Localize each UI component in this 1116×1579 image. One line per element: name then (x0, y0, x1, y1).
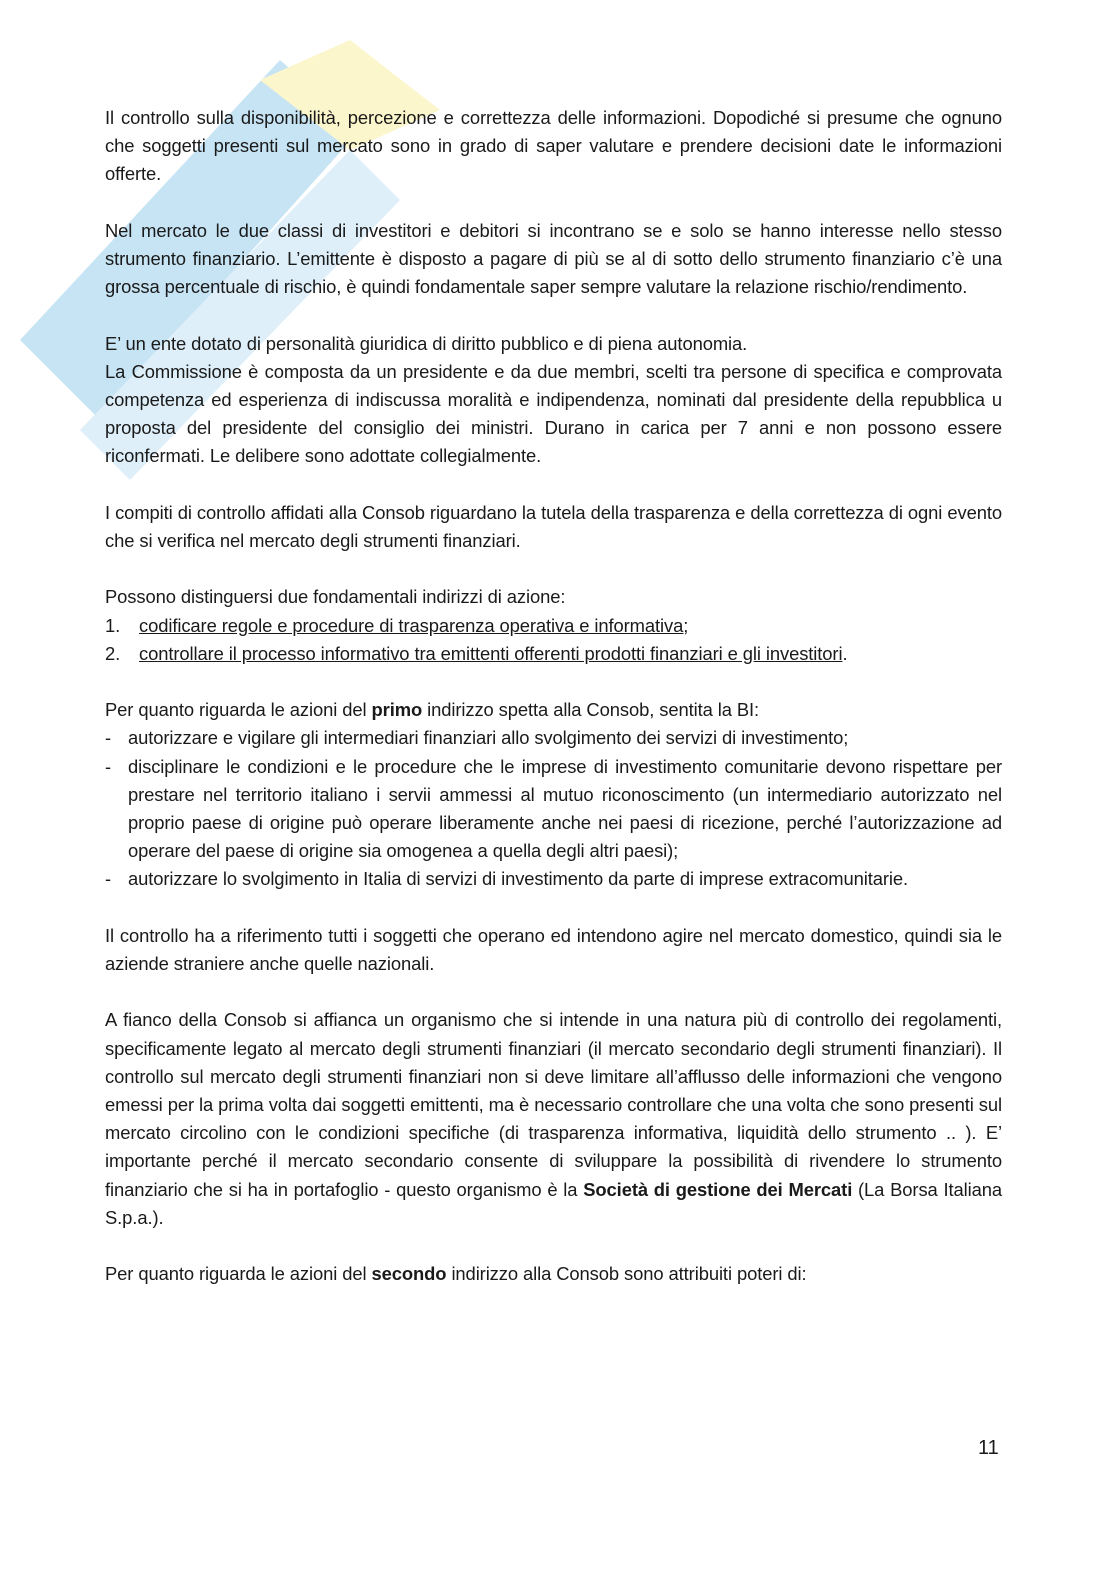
document-body (105, 104, 1002, 1317)
list-item (105, 612, 1002, 640)
list-item: - disciplinare le condizioni e le procedure che le imprese di investimento comunitarie devono rispettare per prestare nel territorio italiano i servii ammessi al mutuo riconoscimento (un intermediario autorizzato nel proprio paese di origine può operare liberamente anche nei paesi di ricezione, perché l’autorizzazione ad operare del paese di origine sia omogenea a quella degli altri paesi); (105, 753, 1002, 866)
bold-text: secondo (371, 1263, 447, 1285)
bullet-list (105, 724, 1002, 893)
text: A fianco della Consob si affianca un organismo che si intende in una natura più di controllo dei regolamenti, specificamente legato al mercato degli strumenti finanziari (il mercato secondario degli strumenti finanziari). Il controllo sul mercato degli strumenti finanziari non si deve limitare all’afflusso delle informazioni che vengono emessi per la prima volta dai soggetti emittenti, ma è necessario controllare che una volta che sono presenti sul mercato circolino con le condizioni specifiche (di trasparenza informativa, liquidità dello strumento .. ). E’ importante perché il mercato secondario consente di sviluppare la possibilità di rivendere lo strumento finanziario che si ha in portafoglio - questo organismo è la (105, 1009, 1002, 1200)
text: Per quanto riguarda le azioni del (105, 1263, 372, 1285)
numbered-list (105, 612, 1002, 668)
text: indirizzo alla Consob sono attribuiti poteri di: (446, 1263, 807, 1285)
list-number: 1. (105, 614, 121, 636)
list-text: controllare il processo informativo tra emittenti offerenti prodotti finanziari e gli investitori (139, 642, 843, 664)
list-tail: . (842, 642, 848, 664)
paragraph: E’ un ente dotato di personalità giuridica di diritto pubblico e di piena autonomia. (105, 332, 748, 354)
page-number: 11 (978, 1437, 999, 1459)
list-item: - autorizzare lo svolgimento in Italia di servizi di investimento da parte di imprese extracomunitarie. (105, 865, 1002, 893)
paragraph (105, 1260, 1002, 1288)
list-item: - autorizzare e vigilare gli intermediari finanziari allo svolgimento dei servizi di investimento; (105, 724, 1002, 752)
text: Per quanto riguarda le azioni del (105, 699, 372, 721)
text: indirizzo spetta alla Consob, sentita la BI: (422, 699, 760, 721)
paragraph: I compiti di controllo affidati alla Consob riguardano la tutela della trasparenza e della correttezza di ogni evento che si verifica nel mercato degli strumenti finanziari. (105, 501, 1002, 551)
text: (La Borsa Italiana S.p.a.). (105, 1178, 1003, 1228)
bold-text: Società di gestione dei Mercati (583, 1178, 853, 1200)
paragraph: La Commissione è composta da un presidente e da due membri, scelti tra persone di specifica e comprovata competenza ed esperienza di indiscussa moralità e indipendenza, nominati dal presidente della repubblica u proposta del presidente del consiglio dei ministri. Durano in carica per 7 anni e non possono essere riconfermati. Le delibere sono adottate collegialmente. (105, 360, 1002, 467)
list-item (105, 640, 1002, 668)
bold-text: primo (371, 699, 423, 721)
list-text: codificare regole e procedure di trasparenza operativa e informativa; (139, 614, 689, 636)
paragraph: Il controllo ha a riferimento tutti i soggetti che operano ed intendono agire nel mercato domestico, quindi sia le aziende straniere anche quelle nazionali. (105, 924, 1002, 974)
list-number: 2. (105, 642, 121, 664)
paragraph (105, 1006, 1002, 1232)
paragraph (105, 696, 1002, 724)
paragraph: Il controllo sulla disponibilità, percezione e correttezza delle informazioni. Dopodiché si presume che ognuno che soggetti presenti sul mercato sono in grado di saper valutare e prendere decisioni date le informazioni offerte. (105, 107, 1002, 185)
paragraph: Nel mercato le due classi di investitori e debitori si incontrano se e solo se hanno interesse nello stesso strumento finanziario. L’emittente è disposto a pagare di più se al di sotto dello strumento finanziario c’è una grossa percentuale di rischio, è quindi fondamentale saper sempre valutare la relazione rischio/rendimento. (105, 219, 1002, 298)
paragraph: Possono distinguersi due fondamentali indirizzi di azione: (105, 586, 566, 608)
